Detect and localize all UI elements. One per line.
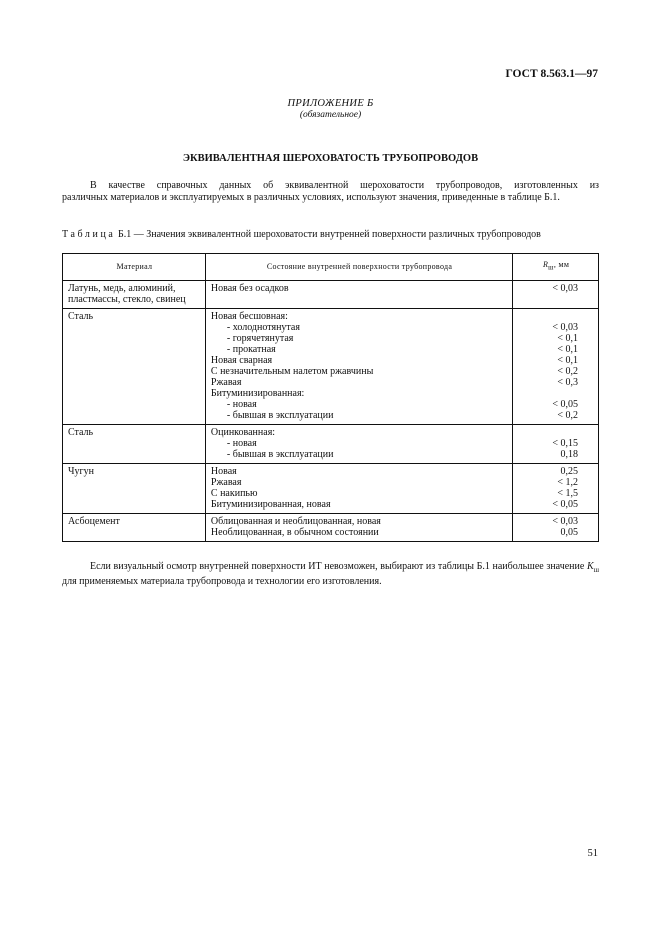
- condition-line: Битуминизированная, новая: [210, 499, 331, 510]
- roughness-value: < 0,05: [552, 399, 578, 410]
- material-line: Чугун: [68, 466, 94, 477]
- condition-line: - новая: [226, 438, 257, 449]
- header-condition: Состояние внутренней поверхности трубопровода: [205, 254, 512, 281]
- header-r-symbol: R: [542, 260, 549, 270]
- condition-line: Оцинкованная:: [210, 427, 276, 438]
- material-cell: [63, 309, 206, 425]
- condition-line: Новая сварная: [210, 355, 273, 366]
- condition-line: - бывшая в эксплуатации: [226, 449, 334, 460]
- condition-cell: [205, 309, 512, 425]
- roughness-value: < 0,05: [552, 499, 578, 510]
- roughness-value: < 0,03: [552, 283, 578, 294]
- roughness-value: 0,25: [560, 466, 578, 477]
- material-line: Асбоцемент: [68, 516, 120, 527]
- material-line: Сталь: [68, 311, 94, 322]
- condition-line: Облицованная и необлицованная, новая: [210, 516, 381, 527]
- roughness-value: [518, 427, 578, 438]
- header-r-unit: , мм: [553, 260, 570, 270]
- footer-text-part1: Если визуальный осмотр внутренней поверхности ИТ невозможен, выбирают из таблицы Б.1 наибольшее значение: [90, 561, 587, 572]
- table-caption-label: Таблица: [62, 229, 116, 240]
- annex-title: ПРИЛОЖЕНИЕ Б: [287, 98, 374, 109]
- roughness-value: < 0,2: [557, 410, 578, 421]
- material-cell: [63, 464, 206, 514]
- roughness-value: 0,18: [560, 449, 578, 460]
- footer-paragraph: [62, 561, 599, 588]
- condition-line: - холоднотянутая: [226, 322, 300, 333]
- material-line: Латунь, медь, алюминий,: [68, 283, 176, 294]
- condition-cell: [205, 464, 512, 514]
- table-row: [63, 514, 599, 542]
- footer-k-sub: ш: [593, 566, 599, 574]
- roughness-value-cell: [513, 281, 599, 309]
- annex-type: (обязательное): [299, 110, 362, 120]
- condition-line: Битуминизированная:: [210, 388, 305, 399]
- condition-line: - бывшая в эксплуатации: [226, 410, 334, 421]
- intro-paragraph: [62, 180, 599, 204]
- roughness-value: < 1,2: [557, 477, 578, 488]
- roughness-value: < 0,2: [557, 366, 578, 377]
- roughness-value: < 0,1: [557, 355, 578, 366]
- material-cell: [63, 514, 206, 542]
- condition-line: Ржавая: [210, 477, 242, 488]
- condition-line: - горячетянутая: [226, 333, 294, 344]
- condition-cell: [205, 514, 512, 542]
- header-material: Материал: [63, 254, 206, 281]
- condition-line: С незначительным налетом ржавчины: [210, 366, 374, 377]
- material-line: пластмассы, стекло, свинец: [68, 294, 186, 305]
- roughness-value-cell: [513, 425, 599, 464]
- roughness-value-cell: [513, 514, 599, 542]
- table-header-row: [63, 254, 599, 281]
- roughness-value-cell: [513, 464, 599, 514]
- roughness-table: [62, 253, 599, 542]
- condition-cell: [205, 425, 512, 464]
- roughness-value: 0,05: [560, 527, 578, 538]
- roughness-value: < 0,03: [552, 516, 578, 527]
- condition-line: Новая без осадков: [210, 283, 289, 294]
- roughness-value: [518, 311, 578, 322]
- condition-cell: [205, 281, 512, 309]
- condition-line: Необлицованная, в обычном состоянии: [210, 527, 379, 538]
- roughness-value: < 0,3: [557, 377, 578, 388]
- header-roughness: [513, 254, 599, 281]
- material-line: Сталь: [68, 427, 94, 438]
- table-row: [63, 464, 599, 514]
- condition-line: Новая: [210, 466, 237, 477]
- roughness-value: < 0,1: [557, 344, 578, 355]
- material-cell: [63, 281, 206, 309]
- condition-line: - прокатная: [226, 344, 276, 355]
- intro-line-1: В качестве справочных данных об эквивалентной шероховатости трубопроводов, изготовленных из: [90, 180, 599, 191]
- table-caption: [62, 229, 602, 240]
- table-row: [63, 281, 599, 309]
- roughness-value: < 0,1: [557, 333, 578, 344]
- condition-line: Ржавая: [210, 377, 242, 388]
- condition-line: - новая: [226, 399, 257, 410]
- section-title: ЭКВИВАЛЕНТНАЯ ШЕРОХОВАТОСТЬ ТРУБОПРОВОДОВ: [182, 153, 479, 164]
- condition-line: С накипью: [210, 488, 258, 499]
- condition-line: Новая бесшовная:: [210, 311, 288, 322]
- roughness-value: [518, 388, 578, 399]
- table-caption-text: Б.1 — Значения эквивалентной шероховатости внутренней поверхности различных трубопроводов: [115, 229, 541, 240]
- material-cell: [63, 425, 206, 464]
- roughness-value-cell: [513, 309, 599, 425]
- document-code: ГОСТ 8.563.1—97: [505, 68, 598, 80]
- page-number: 51: [587, 848, 598, 859]
- roughness-value: < 0,03: [552, 322, 578, 333]
- table-row: [63, 425, 599, 464]
- table-body: [63, 281, 599, 542]
- footer-k-symbol: K: [586, 561, 594, 572]
- roughness-value: < 1,5: [557, 488, 578, 499]
- intro-rest: различных материалов и эксплуатируемых в различных условиях, используют значения, приведенные в таблице Б.1.: [62, 192, 560, 203]
- roughness-value: < 0,15: [552, 438, 578, 449]
- table-row: [63, 309, 599, 425]
- header-r-sub: ш: [548, 263, 554, 272]
- footer-text-part2: для применяемых материала трубопровода и технологии его изготовления.: [62, 576, 382, 587]
